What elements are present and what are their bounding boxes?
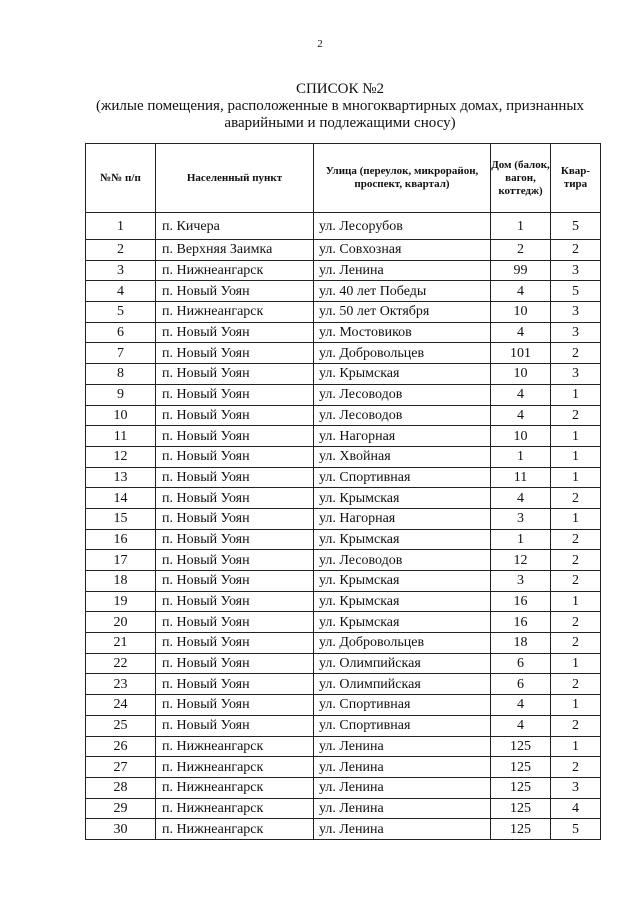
row-number: 21 <box>86 633 156 654</box>
row-street: ул. Ленина <box>314 798 491 819</box>
row-house: 125 <box>491 819 551 840</box>
table-row <box>86 819 601 840</box>
row-street: ул. Спортивная <box>314 715 491 736</box>
row-house: 10 <box>491 302 551 323</box>
row-flat: 1 <box>551 653 601 674</box>
row-house: 10 <box>491 364 551 385</box>
row-town: п. Нижнеангарск <box>156 260 314 281</box>
table-header-row <box>86 144 601 213</box>
row-number: 16 <box>86 529 156 550</box>
row-number: 25 <box>86 715 156 736</box>
table-row <box>86 302 601 323</box>
row-town: п. Нижнеангарск <box>156 736 314 757</box>
row-house: 6 <box>491 653 551 674</box>
row-house: 101 <box>491 343 551 364</box>
row-number: 20 <box>86 612 156 633</box>
table-row <box>86 674 601 695</box>
table-row <box>86 736 601 757</box>
row-number: 30 <box>86 819 156 840</box>
row-town: п. Новый Уоян <box>156 653 314 674</box>
row-number: 4 <box>86 281 156 302</box>
row-house: 1 <box>491 446 551 467</box>
row-flat: 2 <box>551 571 601 592</box>
row-number: 3 <box>86 260 156 281</box>
row-number: 22 <box>86 653 156 674</box>
header-number: №№ п/п <box>86 144 156 213</box>
row-town: п. Новый Уоян <box>156 446 314 467</box>
row-town: п. Новый Уоян <box>156 633 314 654</box>
row-flat: 2 <box>551 715 601 736</box>
row-flat: 3 <box>551 777 601 798</box>
table-row <box>86 240 601 261</box>
row-house: 1 <box>491 213 551 240</box>
table-row <box>86 405 601 426</box>
row-number: 13 <box>86 467 156 488</box>
row-street: ул. Крымская <box>314 364 491 385</box>
row-flat: 3 <box>551 260 601 281</box>
row-flat: 1 <box>551 446 601 467</box>
row-number: 14 <box>86 488 156 509</box>
row-street: ул. Хвойная <box>314 446 491 467</box>
row-town: п. Новый Уоян <box>156 529 314 550</box>
row-number: 18 <box>86 571 156 592</box>
row-flat: 2 <box>551 405 601 426</box>
table-row <box>86 260 601 281</box>
row-street: ул. Олимпийская <box>314 653 491 674</box>
table-row <box>86 633 601 654</box>
row-street: ул. Ленина <box>314 819 491 840</box>
row-flat: 3 <box>551 302 601 323</box>
row-number: 6 <box>86 322 156 343</box>
row-town: п. Новый Уоян <box>156 384 314 405</box>
row-number: 12 <box>86 446 156 467</box>
row-town: п. Нижнеангарск <box>156 302 314 323</box>
table-row <box>86 322 601 343</box>
row-house: 11 <box>491 467 551 488</box>
row-street: ул. Лесорубов <box>314 213 491 240</box>
row-street: ул. Ленина <box>314 757 491 778</box>
row-town: п. Верхняя Заимка <box>156 240 314 261</box>
row-number: 27 <box>86 757 156 778</box>
row-flat: 2 <box>551 343 601 364</box>
row-street: ул. Мостовиков <box>314 322 491 343</box>
row-flat: 2 <box>551 240 601 261</box>
row-house: 3 <box>491 508 551 529</box>
row-town: п. Новый Уоян <box>156 695 314 716</box>
row-house: 4 <box>491 322 551 343</box>
header-street: Улица (переулок, микрорайон, проспект, квартал) <box>314 144 491 213</box>
row-number: 23 <box>86 674 156 695</box>
document-title: СПИСОК №2 <box>295 81 385 97</box>
row-number: 19 <box>86 591 156 612</box>
row-house: 1 <box>491 529 551 550</box>
row-flat: 1 <box>551 591 601 612</box>
row-street: ул. Лесоводов <box>314 405 491 426</box>
row-house: 4 <box>491 384 551 405</box>
row-number: 7 <box>86 343 156 364</box>
row-town: п. Новый Уоян <box>156 612 314 633</box>
row-street: ул. Совхозная <box>314 240 491 261</box>
table-row <box>86 213 601 240</box>
table-row <box>86 612 601 633</box>
row-street: ул. Крымская <box>314 529 491 550</box>
row-street: ул. Олимпийская <box>314 674 491 695</box>
row-town: п. Новый Уоян <box>156 343 314 364</box>
row-house: 6 <box>491 674 551 695</box>
row-house: 4 <box>491 488 551 509</box>
table-row <box>86 695 601 716</box>
row-town: п. Новый Уоян <box>156 405 314 426</box>
row-flat: 1 <box>551 426 601 447</box>
table-row <box>86 426 601 447</box>
table-row <box>86 550 601 571</box>
row-number: 11 <box>86 426 156 447</box>
row-flat: 2 <box>551 529 601 550</box>
table-row <box>86 798 601 819</box>
row-house: 16 <box>491 612 551 633</box>
row-town: п. Новый Уоян <box>156 488 314 509</box>
row-number: 26 <box>86 736 156 757</box>
table-row <box>86 446 601 467</box>
document-subtitle: (жилые помещения, расположенные в многоквартирных домах, признанных аварийными и подлежащими сносу) <box>96 98 584 131</box>
row-town: п. Новый Уоян <box>156 508 314 529</box>
row-town: п. Кичера <box>156 213 314 240</box>
row-town: п. Новый Уоян <box>156 322 314 343</box>
row-flat: 2 <box>551 674 601 695</box>
row-house: 125 <box>491 777 551 798</box>
row-street: ул. Крымская <box>314 612 491 633</box>
row-house: 4 <box>491 695 551 716</box>
row-number: 29 <box>86 798 156 819</box>
row-street: ул. Нагорная <box>314 508 491 529</box>
row-town: п. Нижнеангарск <box>156 757 314 778</box>
row-house: 4 <box>491 405 551 426</box>
table-row <box>86 281 601 302</box>
row-town: п. Нижнеангарск <box>156 777 314 798</box>
row-number: 17 <box>86 550 156 571</box>
row-flat: 1 <box>551 384 601 405</box>
row-house: 18 <box>491 633 551 654</box>
row-street: ул. Крымская <box>314 488 491 509</box>
row-street: ул. Добровольцев <box>314 633 491 654</box>
row-number: 10 <box>86 405 156 426</box>
row-house: 4 <box>491 281 551 302</box>
header-house: Дом (балок, вагон, коттедж) <box>491 144 551 213</box>
row-house: 12 <box>491 550 551 571</box>
table-row <box>86 777 601 798</box>
header-town: Населенный пункт <box>156 144 314 213</box>
row-flat: 2 <box>551 488 601 509</box>
row-town: п. Новый Уоян <box>156 426 314 447</box>
row-street: ул. Ленина <box>314 736 491 757</box>
row-town: п. Новый Уоян <box>156 571 314 592</box>
row-number: 1 <box>86 213 156 240</box>
row-flat: 2 <box>551 612 601 633</box>
row-flat: 3 <box>551 322 601 343</box>
row-house: 2 <box>491 240 551 261</box>
table-row <box>86 508 601 529</box>
row-street: ул. Ленина <box>314 777 491 798</box>
row-flat: 1 <box>551 467 601 488</box>
row-house: 125 <box>491 736 551 757</box>
row-flat: 5 <box>551 281 601 302</box>
row-house: 99 <box>491 260 551 281</box>
row-town: п. Нижнеангарск <box>156 819 314 840</box>
row-house: 3 <box>491 571 551 592</box>
table-row <box>86 653 601 674</box>
row-number: 28 <box>86 777 156 798</box>
header-flat: Квар- тира <box>551 144 601 213</box>
row-flat: 3 <box>551 364 601 385</box>
row-flat: 2 <box>551 550 601 571</box>
table-body <box>86 213 601 840</box>
row-town: п. Новый Уоян <box>156 364 314 385</box>
row-flat: 2 <box>551 633 601 654</box>
row-number: 2 <box>86 240 156 261</box>
row-flat: 2 <box>551 757 601 778</box>
row-number: 8 <box>86 364 156 385</box>
table-row <box>86 571 601 592</box>
row-street: ул. Крымская <box>314 591 491 612</box>
row-street: ул. Ленина <box>314 260 491 281</box>
row-street: ул. Нагорная <box>314 426 491 447</box>
page-number: 2 <box>317 38 323 50</box>
row-town: п. Новый Уоян <box>156 591 314 612</box>
row-house: 125 <box>491 798 551 819</box>
row-town: п. Новый Уоян <box>156 715 314 736</box>
row-street: ул. 50 лет Октября <box>314 302 491 323</box>
row-town: п. Новый Уоян <box>156 674 314 695</box>
row-number: 9 <box>86 384 156 405</box>
row-street: ул. 40 лет Победы <box>314 281 491 302</box>
row-house: 16 <box>491 591 551 612</box>
row-house: 125 <box>491 757 551 778</box>
table-row <box>86 488 601 509</box>
row-flat: 1 <box>551 695 601 716</box>
table-row <box>86 384 601 405</box>
row-number: 5 <box>86 302 156 323</box>
row-town: п. Новый Уоян <box>156 281 314 302</box>
row-town: п. Новый Уоян <box>156 467 314 488</box>
row-street: ул. Добровольцев <box>314 343 491 364</box>
row-street: ул. Спортивная <box>314 695 491 716</box>
row-flat: 1 <box>551 736 601 757</box>
row-flat: 5 <box>551 819 601 840</box>
row-house: 10 <box>491 426 551 447</box>
row-flat: 1 <box>551 508 601 529</box>
row-number: 24 <box>86 695 156 716</box>
table-row <box>86 591 601 612</box>
table-row <box>86 467 601 488</box>
row-flat: 4 <box>551 798 601 819</box>
row-street: ул. Лесоводов <box>314 384 491 405</box>
table-row <box>86 343 601 364</box>
row-street: ул. Спортивная <box>314 467 491 488</box>
row-town: п. Нижнеангарск <box>156 798 314 819</box>
row-house: 4 <box>491 715 551 736</box>
row-street: ул. Лесоводов <box>314 550 491 571</box>
row-flat: 5 <box>551 213 601 240</box>
housing-table <box>85 143 601 840</box>
table-row <box>86 364 601 385</box>
row-street: ул. Крымская <box>314 571 491 592</box>
row-number: 15 <box>86 508 156 529</box>
table-row <box>86 715 601 736</box>
row-town: п. Новый Уоян <box>156 550 314 571</box>
table-row <box>86 529 601 550</box>
table-row <box>86 757 601 778</box>
